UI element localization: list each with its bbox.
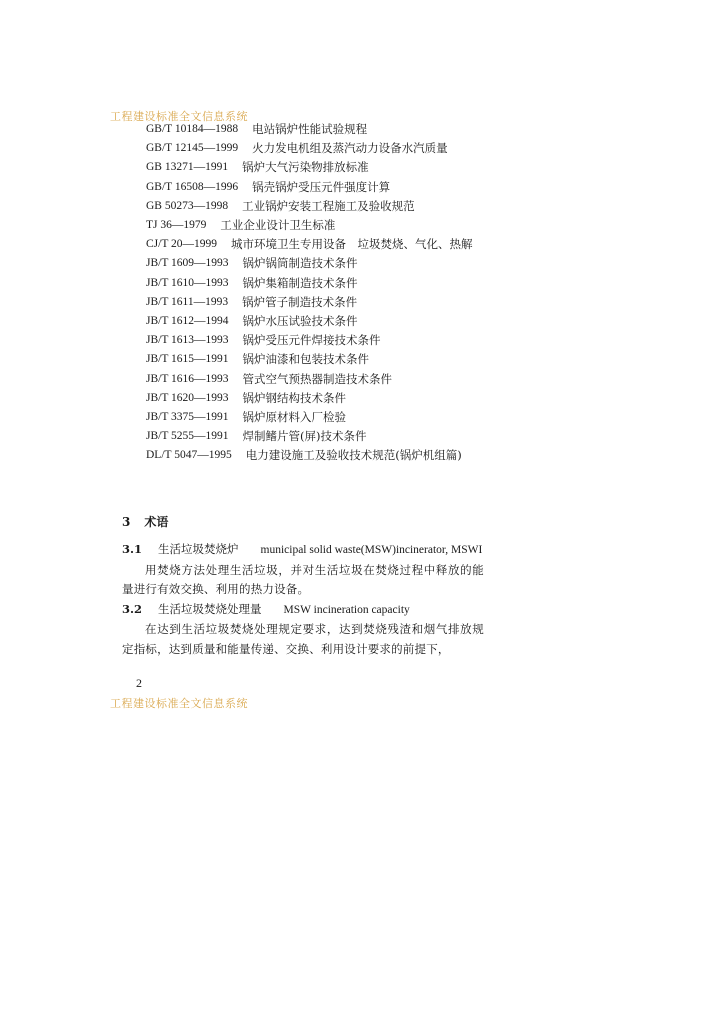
reference-title: 锅炉管子制造技术条件 bbox=[242, 294, 358, 309]
reference-item bbox=[146, 216, 496, 235]
reference-code: CJ/T 20—1999 bbox=[146, 238, 218, 251]
reference-code: JB/T 1615—1991 bbox=[146, 353, 229, 366]
term-number: 3.2 bbox=[122, 601, 143, 616]
reference-title: 锅炉集箱制造技术条件 bbox=[242, 275, 358, 290]
term-name: 生活垃圾焚烧炉 bbox=[158, 542, 239, 556]
reference-title: 锅壳锅炉受压元件强度计算 bbox=[252, 179, 391, 194]
watermark-top: 工程建设标准全文信息系统 bbox=[110, 110, 248, 123]
section-number: 3 bbox=[122, 515, 131, 529]
reference-item bbox=[146, 178, 496, 197]
reference-code: DL/T 5047—1995 bbox=[146, 449, 232, 462]
reference-title: 焊制鳍片管(屏)技术条件 bbox=[242, 429, 367, 444]
term-entry bbox=[122, 540, 484, 600]
reference-item bbox=[146, 446, 496, 465]
reference-title: 电力建设施工及验收技术规范(锅炉机组篇) bbox=[245, 448, 462, 463]
section-heading bbox=[122, 513, 168, 530]
reference-code: JB/T 3375—1991 bbox=[146, 411, 229, 424]
reference-item bbox=[146, 120, 496, 139]
reference-code: JB/T 1613—1993 bbox=[146, 334, 229, 347]
reference-code: JB/T 1611—1993 bbox=[146, 295, 229, 308]
term-number: 3.1 bbox=[122, 542, 143, 556]
reference-item bbox=[146, 350, 496, 369]
reference-title: 锅炉油漆和包装技术条件 bbox=[242, 352, 370, 367]
reference-code: GB 13271—1991 bbox=[146, 161, 229, 174]
reference-title: 锅炉受压元件焊接技术条件 bbox=[242, 333, 381, 348]
term-english: municipal solid waste(MSW)incinerator, MSWI bbox=[260, 544, 483, 556]
reference-item bbox=[146, 331, 496, 350]
watermark-bottom: 工程建设标准全文信息系统 bbox=[110, 697, 248, 710]
reference-title: 电站锅炉性能试验规程 bbox=[252, 122, 368, 136]
reference-item bbox=[146, 427, 496, 446]
reference-item bbox=[146, 408, 496, 427]
reference-item bbox=[146, 312, 496, 331]
reference-title: 锅炉锅筒制造技术条件 bbox=[242, 256, 358, 271]
page-number: 2 bbox=[136, 676, 142, 690]
term-entry bbox=[122, 600, 484, 660]
reference-title: 管式空气预热器制造技术条件 bbox=[242, 371, 393, 386]
reference-title: 锅炉大气污染物排放标准 bbox=[242, 160, 369, 175]
reference-title: 工业锅炉安装工程施工及验收规范 bbox=[242, 198, 415, 213]
term-definition: 在达到生活垃圾焚烧处理规定要求，达到焚烧残渣和烟气排放规定指标，达到质量和能量传递、交换、利用设计要求的前提下， bbox=[122, 622, 484, 656]
reference-code: GB/T 10184—1988 bbox=[146, 123, 239, 135]
reference-item bbox=[146, 139, 496, 158]
reference-code: JB/T 5255—1991 bbox=[146, 430, 229, 443]
reference-item bbox=[146, 197, 496, 216]
reference-code: JB/T 1610—1993 bbox=[146, 276, 229, 289]
term-name: 生活垃圾焚烧处理量 bbox=[158, 601, 262, 616]
reference-code: JB/T 1620—1993 bbox=[146, 391, 229, 404]
reference-title: 锅炉原材料入厂检验 bbox=[242, 410, 347, 425]
reference-code: TJ 36—1979 bbox=[146, 219, 207, 232]
terms-list bbox=[122, 540, 484, 659]
reference-code: GB/T 12145—1999 bbox=[146, 142, 239, 155]
reference-title: 城市环境卫生专用设备 垃圾焚烧、气化、热解 bbox=[231, 237, 473, 252]
section-title: 术语 bbox=[144, 515, 169, 529]
reference-item bbox=[146, 389, 496, 408]
reference-code: JB/T 1609—1993 bbox=[146, 257, 229, 270]
term-heading bbox=[122, 540, 484, 561]
reference-item bbox=[146, 370, 496, 389]
reference-code: JB/T 1612—1994 bbox=[146, 315, 229, 328]
term-english: MSW incineration capacity bbox=[283, 603, 410, 616]
reference-code: JB/T 1616—1993 bbox=[146, 372, 229, 385]
reference-title: 锅炉钢结构技术条件 bbox=[242, 390, 347, 405]
reference-item bbox=[146, 158, 496, 177]
term-heading bbox=[122, 600, 484, 621]
term-definition: 用焚烧方法处理生活垃圾，并对生活垃圾在焚烧过程中释放的能量进行有效交换、利用的热力设备。 bbox=[122, 562, 484, 596]
reference-title: 锅炉水压试验技术条件 bbox=[242, 314, 358, 329]
reference-standards-list bbox=[146, 120, 496, 466]
reference-title: 火力发电机组及蒸汽动力设备水汽质量 bbox=[252, 141, 448, 156]
reference-title: 工业企业设计卫生标准 bbox=[220, 218, 336, 233]
reference-item bbox=[146, 293, 496, 312]
reference-item bbox=[146, 254, 496, 273]
reference-code: GB 50273—1998 bbox=[146, 199, 229, 212]
reference-item bbox=[146, 274, 496, 293]
reference-code: GB/T 16508—1996 bbox=[146, 180, 239, 193]
reference-item bbox=[146, 235, 496, 254]
